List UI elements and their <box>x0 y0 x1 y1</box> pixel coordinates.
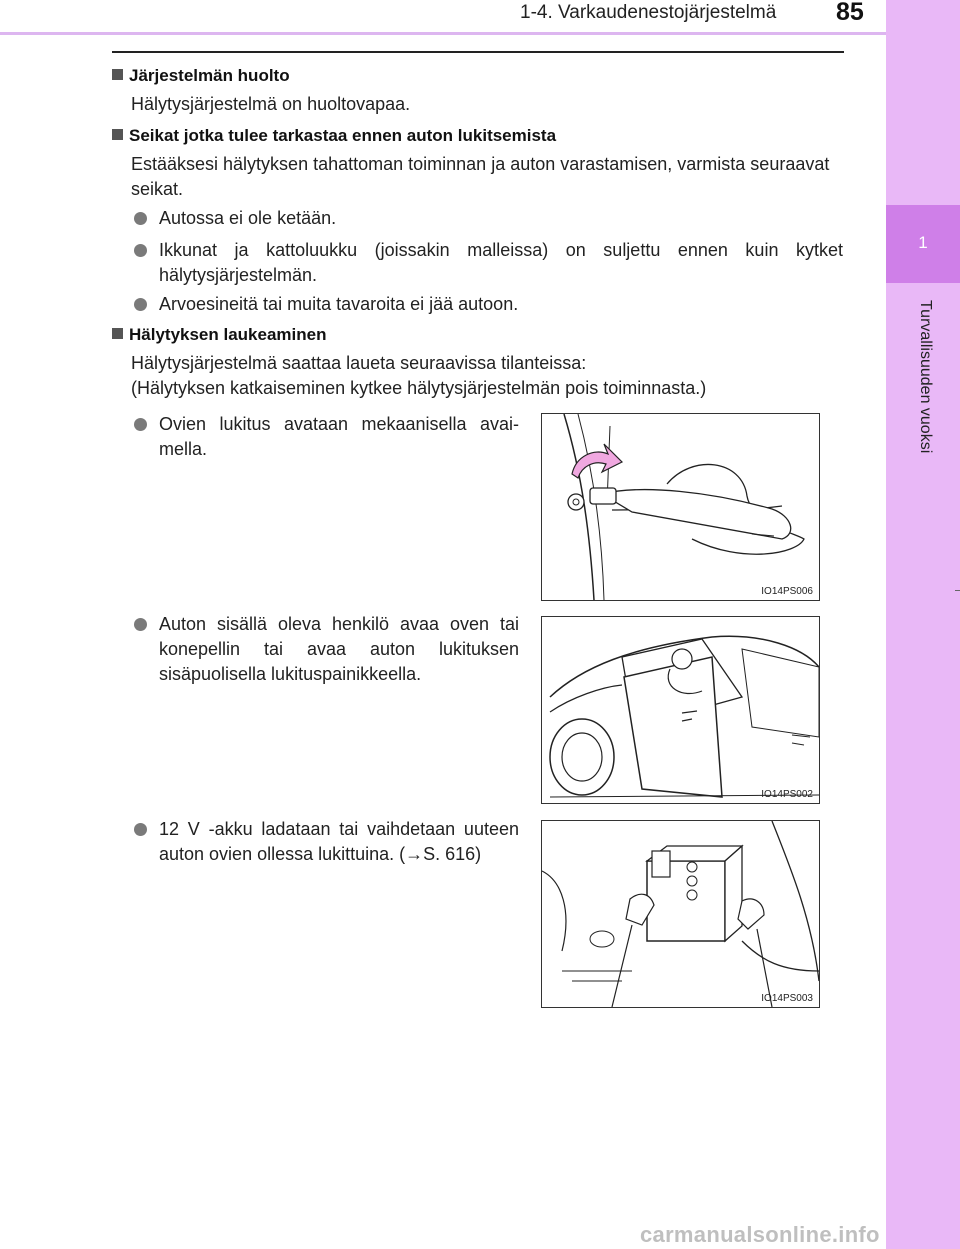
chapter-title: Turvallisuuden vuoksi <box>917 300 934 454</box>
circle-bullet-icon <box>134 298 147 311</box>
section-heading: Seikat jotka tulee tarkastaa ennen auton lukitsemista <box>112 126 556 146</box>
section-heading: Hälytyksen laukeaminen <box>112 325 326 345</box>
content-top-rule <box>112 51 844 53</box>
list-item: 12 V -akku ladataan tai vaihdetaan uuteen auton ovien ollessa lukittuina. (→S. 616) <box>131 817 519 867</box>
circle-bullet-icon <box>134 823 147 836</box>
figure-code: IO14PS002 <box>761 789 813 800</box>
circle-bullet-icon <box>134 244 147 257</box>
figure-person-in-car <box>541 616 820 804</box>
square-bullet-icon <box>112 69 123 80</box>
circle-bullet-icon <box>134 418 147 431</box>
section-heading: Järjestelmän huolto <box>112 66 290 86</box>
list-item: Arvoesineitä tai muita tavaroita ei jää autoon. <box>131 292 843 317</box>
chapter-tab[interactable] <box>886 205 960 283</box>
list-item: Ovien lukitus avataan mekaanisella avai-mella. <box>131 412 519 462</box>
watermark: carmanualsonline.info <box>640 1222 880 1247</box>
list-item: Ikkunat ja kattoluukku (joissakin malleissa) on suljettu ennen kuin kytket hälytysjärjestelmän. <box>131 238 843 288</box>
door-handle-illustration <box>542 414 819 600</box>
chapter-number: 1 <box>918 233 928 252</box>
square-bullet-icon <box>112 129 123 140</box>
sidebar-tick <box>955 590 960 591</box>
section-text: Hälytysjärjestelmä saattaa laueta seuraavissa tilanteissa: <box>131 353 587 373</box>
battery-illustration <box>542 821 819 1007</box>
figure-code: IO14PS006 <box>761 586 813 597</box>
car-interior-illustration <box>542 617 819 803</box>
section-text: Hälytysjärjestelmä on huoltovapaa. <box>131 94 411 114</box>
header-rule <box>0 32 886 35</box>
circle-bullet-icon <box>134 212 147 225</box>
circle-bullet-icon <box>134 618 147 631</box>
square-bullet-icon <box>112 328 123 339</box>
chapter-sidebar <box>886 0 960 1249</box>
list-item: Auton sisällä oleva henkilö avaa oven tai konepellin tai avaa auton lukituksen sisäpuolisella lukituspainikkeella. <box>131 612 519 687</box>
section-title: 1-4. Varkaudenestojärjestelmä <box>520 2 777 23</box>
page-number: 85 <box>836 0 864 26</box>
figure-battery-replace <box>541 820 820 1008</box>
section-text: Estääksesi hälytyksen tahattoman toiminnan ja auton varastamisen, varmista seuraavat seikat. <box>131 154 830 199</box>
figure-door-key <box>541 413 820 601</box>
list-item: Autossa ei ole ketään. <box>131 206 843 231</box>
section-text: (Hälytyksen katkaiseminen kytkee hälytysjärjestelmän pois toiminnasta.) <box>131 378 707 398</box>
figure-code: IO14PS003 <box>761 993 813 1004</box>
